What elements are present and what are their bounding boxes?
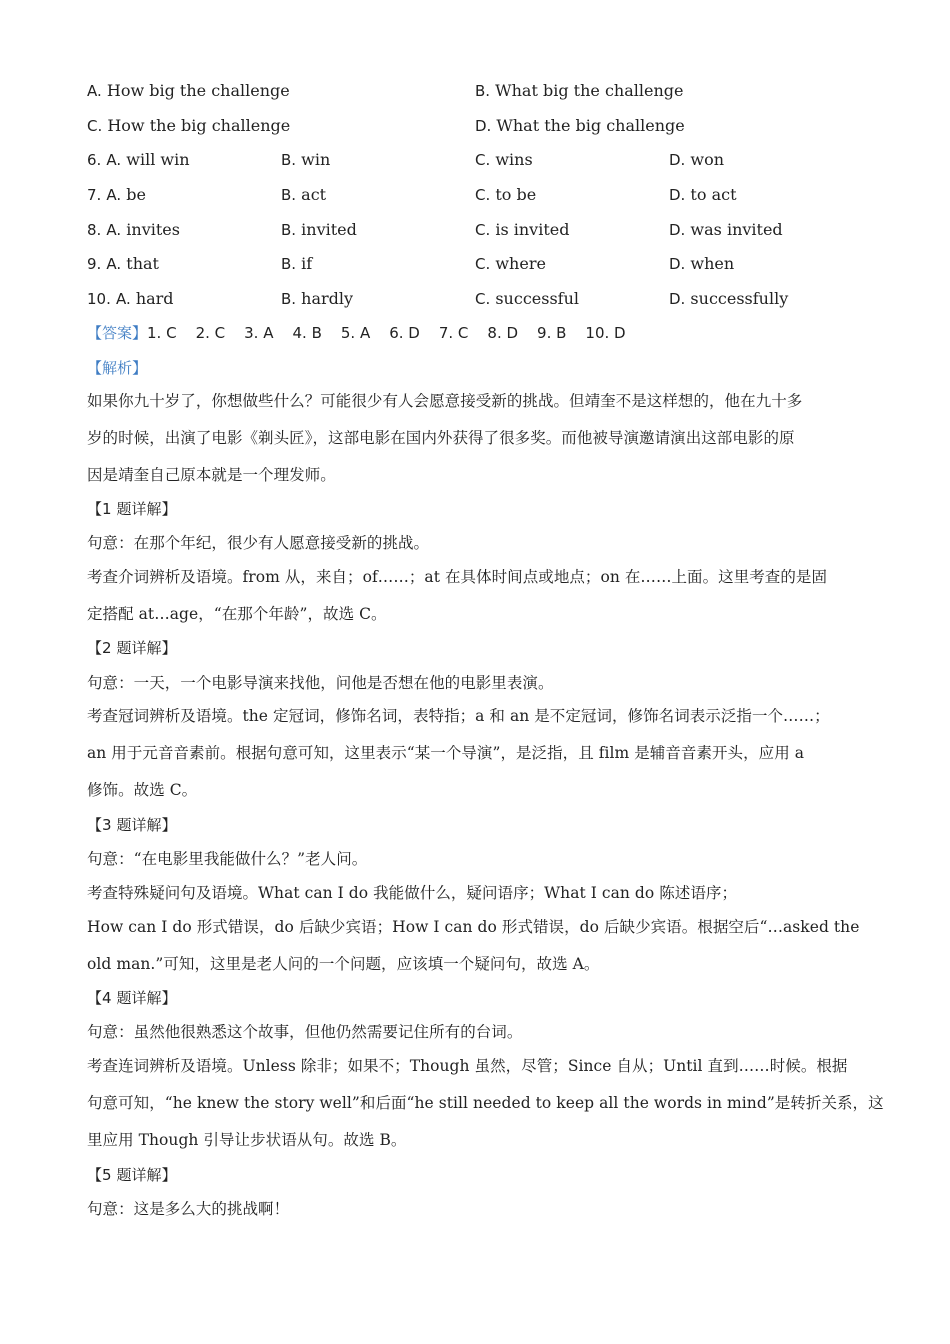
option-label: A. (115, 290, 131, 308)
option-text: invites (126, 220, 180, 239)
option-c (475, 148, 533, 172)
option-label: B. (281, 221, 297, 239)
answer-key (87, 321, 645, 345)
option-d (669, 218, 783, 242)
question-row-8 (87, 218, 867, 242)
option-label: C. (475, 255, 491, 273)
paragraph-line: How can I do 形式错误，do 后缺少宾语；How I can do 形式错误，do 后缺少宾语。根据空后“…asked the (87, 918, 860, 936)
question-row-9 (87, 252, 867, 276)
option-label: B. (281, 290, 297, 308)
paragraph-line: 句意：这是多么大的挑战啊！ (87, 1200, 290, 1218)
paragraph-line: 修饰。故选 C。 (87, 781, 198, 799)
option-text: to act (690, 185, 737, 204)
paragraph-line: an 用于元音音素前。根据句意可知，这里表示“某一个导演”，是泛指，且 film 是辅音音素开头，应用 a (87, 744, 805, 762)
question-number: 10. (87, 290, 111, 308)
option-text: when (690, 254, 735, 273)
option-d (475, 114, 685, 138)
option-c (475, 183, 536, 207)
option-text: was invited (690, 220, 783, 239)
option-text: win (301, 150, 331, 169)
paragraph-line: 句意：一天，一个电影导演来找他，问他是否想在他的电影里表演。 (87, 674, 554, 692)
option-text: wins (495, 150, 533, 169)
paragraph-line: 句意：虽然他很熟悉这个故事，但他仍然需要记住所有的台词。 (87, 1023, 523, 1041)
option-b (281, 287, 353, 311)
option-text: invited (301, 220, 357, 239)
section-heading: 【1 题详解】 (87, 500, 177, 518)
option-c (475, 218, 569, 242)
option-b (281, 252, 312, 276)
answer-item: 6. D (389, 324, 420, 342)
answer-item: 5. A (340, 324, 371, 342)
answer-label: 【答案】 (87, 324, 148, 342)
answer-item: 8. D (487, 324, 519, 342)
paragraph-line: 如果你九十岁了，你想做些什么？可能很少有人会愿意接受新的挑战。但靖奎不是这样想的，他在九十多 (87, 392, 803, 410)
paragraph-line: 句意：在那个年纪，很少有人愿意接受新的挑战。 (87, 534, 430, 552)
option-text: won (690, 150, 725, 169)
paragraph-line: 定搭配 at…age，“在那个年龄”，故选 C。 (87, 605, 387, 623)
option-label: D. (669, 186, 686, 204)
answer-item: 2. C (195, 324, 226, 342)
answer-item: 4. B (292, 324, 322, 342)
option-a (87, 183, 146, 207)
option-text: hard (135, 289, 174, 308)
option-c (475, 287, 579, 311)
option-text: act (301, 185, 327, 204)
section-heading: 【3 题详解】 (87, 816, 177, 834)
option-text: What big the challenge (495, 81, 684, 100)
paragraph-line: 因是靖奎自己原本就是一个理发师。 (87, 466, 336, 484)
option-row (87, 114, 867, 138)
option-text: hardly (301, 289, 354, 308)
paragraph-line: 里应用 Though 引导让步状语从句。故选 B。 (87, 1131, 407, 1149)
paragraph-line: 句意：“在电影里我能做什么？”老人问。 (87, 850, 368, 868)
option-a (87, 287, 174, 311)
option-c (475, 252, 546, 276)
option-label: A. (106, 186, 122, 204)
option-b (281, 148, 330, 172)
option-text: successful (495, 289, 580, 308)
analysis-label: 【解析】 (87, 359, 148, 377)
option-label: C. (475, 186, 491, 204)
paragraph-line: old man.”可知，这里是老人问的一个问题，应该填一个疑问句，故选 A。 (87, 955, 600, 973)
question-number: 6. (87, 151, 102, 169)
option-row (87, 79, 867, 103)
section-heading: 【2 题详解】 (87, 639, 177, 657)
option-text: if (301, 254, 313, 273)
question-row-7 (87, 183, 867, 207)
option-label: D. (669, 221, 686, 239)
option-label: D. (669, 255, 686, 273)
option-d (669, 148, 724, 172)
question-number: 8. (87, 221, 102, 239)
answer-item: 9. B (537, 324, 567, 342)
paragraph-line: 考查连词辨析及语境。Unless 除非；如果不；Though 虽然，尽管；Since 自从；Until 直到……时候。根据 (87, 1057, 848, 1075)
option-label: C. (475, 221, 491, 239)
answer-item: 3. A (244, 324, 274, 342)
option-text: is invited (495, 220, 570, 239)
option-text: What the big challenge (496, 116, 685, 135)
option-label: B. (475, 82, 491, 100)
option-a (87, 148, 190, 172)
option-label: A. (87, 82, 102, 100)
option-label: A. (106, 221, 122, 239)
option-text: How big the challenge (106, 81, 290, 100)
option-d (669, 287, 788, 311)
paragraph-line: 考查介词辨析及语境。from 从，来自；of……；at 在具体时间点或地点；on 在……上面。这里考查的是固 (87, 568, 828, 586)
option-text: where (495, 254, 546, 273)
paragraph-line: 句意可知，“he knew the story well”和后面“he still needed to keep all the words in mind”是转折关系，这 (87, 1094, 884, 1112)
answer-item: 10. D (585, 324, 626, 342)
option-d (669, 183, 737, 207)
option-label: D. (669, 290, 686, 308)
paragraph-line: 考查特殊疑问句及语境。What can I do 我能做什么，疑问语序；What I can do 陈述语序； (87, 884, 737, 902)
option-c (87, 114, 290, 138)
option-text: will win (126, 150, 190, 169)
option-label: C. (87, 117, 103, 135)
option-label: C. (475, 290, 491, 308)
question-row-6 (87, 148, 867, 172)
option-a (87, 252, 159, 276)
paragraph-line: 考查冠词辨析及语境。the 定冠词，修饰名词，表特指；a 和 an 是不定冠词，修饰名词表示泛指一个……； (87, 707, 830, 725)
section-heading: 【5 题详解】 (87, 1166, 177, 1184)
option-label: A. (106, 151, 122, 169)
option-a (87, 79, 290, 103)
question-row-10 (87, 287, 867, 311)
option-a (87, 218, 180, 242)
option-text: that (126, 254, 159, 273)
option-text: successfully (690, 289, 789, 308)
option-b (475, 79, 683, 103)
option-d (669, 252, 734, 276)
option-b (281, 218, 357, 242)
answer-item: 7. C (438, 324, 469, 342)
option-text: How the big challenge (107, 116, 291, 135)
question-number: 7. (87, 186, 102, 204)
question-number: 9. (87, 255, 102, 273)
answer-item: 1. C (147, 324, 177, 342)
option-text: to be (495, 185, 537, 204)
option-b (281, 183, 326, 207)
option-text: be (126, 185, 146, 204)
section-heading: 【4 题详解】 (87, 989, 177, 1007)
option-label: B. (281, 151, 297, 169)
option-label: C. (475, 151, 491, 169)
option-label: B. (281, 255, 297, 273)
option-label: D. (475, 117, 492, 135)
option-label: A. (106, 255, 122, 273)
analysis-heading (87, 356, 867, 380)
option-label: B. (281, 186, 297, 204)
paragraph-line: 岁的时候，出演了电影《剃头匠》，这部电影在国内外获得了很多奖。而他被导演邀请演出这部电影的原 (87, 429, 795, 447)
option-label: D. (669, 151, 686, 169)
